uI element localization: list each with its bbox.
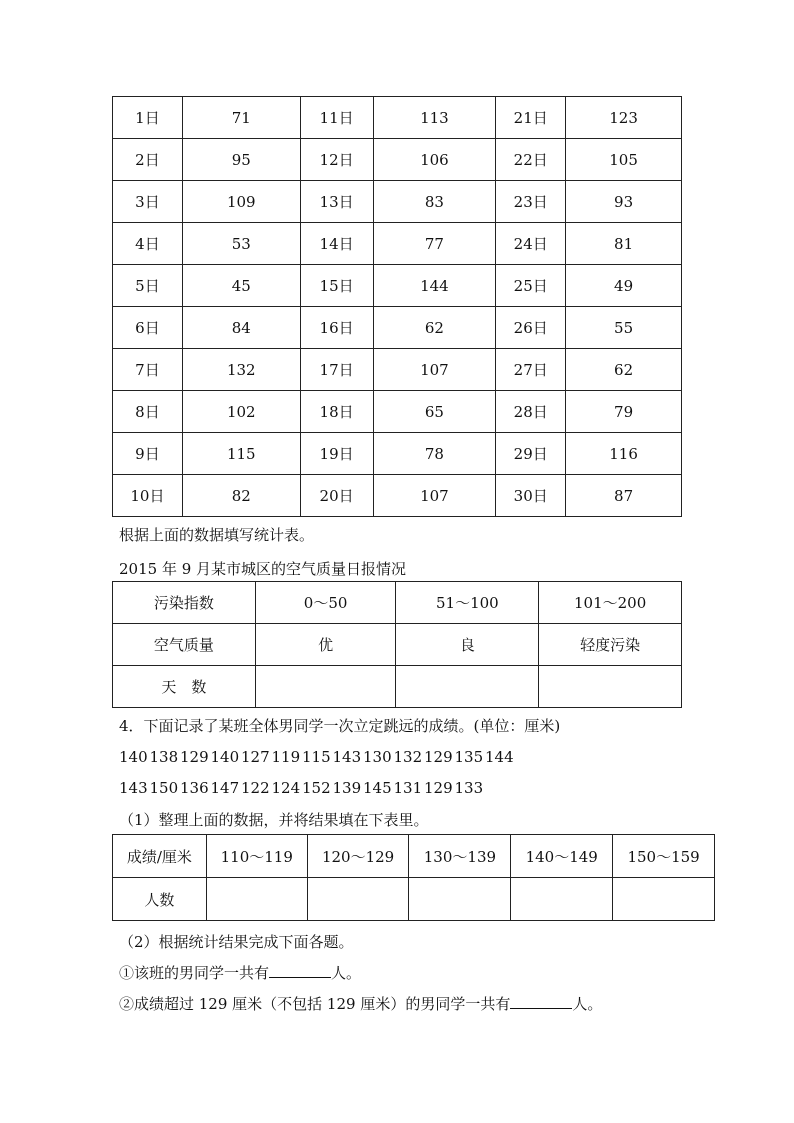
date-cell: 11日 xyxy=(300,97,373,139)
table-cell: 0～50 xyxy=(255,582,396,624)
table-row xyxy=(113,97,682,139)
table-cell: 轻度污染 xyxy=(539,624,682,666)
table-cell: 人数 xyxy=(113,878,207,921)
instruction-fill: 根据上面的数据填写统计表。 xyxy=(119,526,315,544)
date-cell: 26日 xyxy=(496,307,566,349)
aqi-value-cell: 77 xyxy=(373,223,496,265)
jump-score: 147 xyxy=(210,779,240,797)
table-cell: 130～139 xyxy=(409,835,511,878)
date-cell: 6日 xyxy=(113,307,183,349)
date-cell: 18日 xyxy=(300,391,373,433)
aqi-value-cell: 79 xyxy=(566,391,682,433)
aqi-value-cell: 55 xyxy=(566,307,682,349)
date-cell: 24日 xyxy=(496,223,566,265)
table-row xyxy=(113,433,682,475)
date-cell: 28日 xyxy=(496,391,566,433)
aq-table-title: 2015 年 9 月某市城区的空气质量日报情况 xyxy=(119,560,407,578)
table-row xyxy=(113,265,682,307)
air-quality-table xyxy=(112,581,682,708)
question-a-suffix: 人。 xyxy=(331,964,362,982)
date-cell: 16日 xyxy=(300,307,373,349)
jump-score-table xyxy=(112,834,715,921)
date-cell: 10日 xyxy=(113,475,183,517)
jump-score: 127 xyxy=(241,748,270,766)
jump-scores-line-2 xyxy=(119,779,485,797)
jump-score: 140 xyxy=(210,748,240,766)
aqi-value-cell: 62 xyxy=(566,349,682,391)
jump-score: 132 xyxy=(393,748,423,766)
date-cell: 29日 xyxy=(496,433,566,475)
table-cell: 120～129 xyxy=(307,835,409,878)
jump-score: 115 xyxy=(302,748,331,766)
jump-score: 138 xyxy=(149,748,179,766)
answer-cell[interactable] xyxy=(539,666,682,708)
aqi-value-cell: 78 xyxy=(373,433,496,475)
aqi-value-cell: 107 xyxy=(373,475,496,517)
sub-question-1: （1）整理上面的数据，并将结果填在下表里。 xyxy=(119,811,429,829)
jump-score: 150 xyxy=(149,779,179,797)
answer-cell[interactable] xyxy=(613,878,715,921)
date-cell: 2日 xyxy=(113,139,183,181)
jump-score: 133 xyxy=(454,779,484,797)
aqi-value-cell: 49 xyxy=(566,265,682,307)
date-cell: 13日 xyxy=(300,181,373,223)
jump-score: 124 xyxy=(271,779,301,797)
table-row xyxy=(113,666,682,708)
date-cell: 3日 xyxy=(113,181,183,223)
table-cell: 101～200 xyxy=(539,582,682,624)
aqi-value-cell: 71 xyxy=(182,97,300,139)
aqi-value-cell: 93 xyxy=(566,181,682,223)
table-cell: 优 xyxy=(255,624,396,666)
jump-score: 129 xyxy=(180,748,209,766)
aqi-value-cell: 65 xyxy=(373,391,496,433)
table-row xyxy=(113,878,715,921)
table-cell: 成绩/厘米 xyxy=(113,835,207,878)
table-row xyxy=(113,835,715,878)
table-cell: 110～119 xyxy=(206,835,307,878)
aqi-value-cell: 95 xyxy=(182,139,300,181)
jump-score: 136 xyxy=(180,779,209,797)
aqi-value-cell: 107 xyxy=(373,349,496,391)
question-a-prefix: ①该班的男同学一共有 xyxy=(119,964,270,982)
sub-question-2: （2）根据统计结果完成下面各题。 xyxy=(119,933,354,951)
date-cell: 25日 xyxy=(496,265,566,307)
aqi-value-cell: 109 xyxy=(182,181,300,223)
table-row xyxy=(113,475,682,517)
table-row xyxy=(113,181,682,223)
table-row xyxy=(113,391,682,433)
table-row xyxy=(113,349,682,391)
table-row xyxy=(113,624,682,666)
answer-cell[interactable] xyxy=(409,878,511,921)
date-cell: 19日 xyxy=(300,433,373,475)
answer-cell[interactable] xyxy=(307,878,409,921)
aqi-value-cell: 115 xyxy=(182,433,300,475)
date-cell: 5日 xyxy=(113,265,183,307)
jump-score: 144 xyxy=(485,748,514,766)
date-cell: 17日 xyxy=(300,349,373,391)
date-cell: 30日 xyxy=(496,475,566,517)
date-cell: 14日 xyxy=(300,223,373,265)
jump-score: 140 xyxy=(119,748,148,766)
table-row xyxy=(113,307,682,349)
table-row xyxy=(113,582,682,624)
answer-blank[interactable] xyxy=(269,963,331,978)
date-cell: 1日 xyxy=(113,97,183,139)
date-cell: 7日 xyxy=(113,349,183,391)
answer-cell[interactable] xyxy=(396,666,539,708)
daily-aqi-table xyxy=(112,96,682,517)
date-cell: 8日 xyxy=(113,391,183,433)
jump-score: 135 xyxy=(454,748,484,766)
aqi-value-cell: 123 xyxy=(566,97,682,139)
date-cell: 9日 xyxy=(113,433,183,475)
aqi-value-cell: 82 xyxy=(182,475,300,517)
aqi-value-cell: 113 xyxy=(373,97,496,139)
jump-score: 143 xyxy=(119,779,148,797)
aqi-value-cell: 81 xyxy=(566,223,682,265)
date-cell: 12日 xyxy=(300,139,373,181)
date-cell: 22日 xyxy=(496,139,566,181)
date-cell: 20日 xyxy=(300,475,373,517)
jump-score: 122 xyxy=(241,779,270,797)
answer-cell[interactable] xyxy=(511,878,613,921)
question-b-prefix: ②成绩超过 129 厘米（不包括 129 厘米）的男同学一共有 xyxy=(119,995,511,1013)
aqi-value-cell: 106 xyxy=(373,139,496,181)
question-4: 4．下面记录了某班全体男同学一次立定跳远的成绩。(单位：厘米) xyxy=(119,717,561,735)
aqi-value-cell: 105 xyxy=(566,139,682,181)
answer-cell[interactable] xyxy=(255,666,396,708)
table-row xyxy=(113,139,682,181)
table-row xyxy=(113,223,682,265)
table-cell: 良 xyxy=(396,624,539,666)
aqi-value-cell: 84 xyxy=(182,307,300,349)
date-cell: 27日 xyxy=(496,349,566,391)
aqi-value-cell: 144 xyxy=(373,265,496,307)
jump-score: 145 xyxy=(363,779,392,797)
jump-score: 130 xyxy=(363,748,392,766)
answer-cell[interactable] xyxy=(206,878,307,921)
aqi-value-cell: 116 xyxy=(566,433,682,475)
table-cell: 污染指数 xyxy=(113,582,256,624)
table-cell: 空气质量 xyxy=(113,624,256,666)
aqi-value-cell: 62 xyxy=(373,307,496,349)
answer-blank[interactable] xyxy=(510,994,572,1009)
table-cell: 51～100 xyxy=(396,582,539,624)
jump-score: 129 xyxy=(424,748,453,766)
aqi-value-cell: 83 xyxy=(373,181,496,223)
table-cell: 天 数 xyxy=(113,666,256,708)
date-cell: 4日 xyxy=(113,223,183,265)
aqi-value-cell: 45 xyxy=(182,265,300,307)
table-cell: 140～149 xyxy=(511,835,613,878)
date-cell: 21日 xyxy=(496,97,566,139)
jump-score: 143 xyxy=(332,748,362,766)
jump-score: 129 xyxy=(424,779,453,797)
jump-score: 131 xyxy=(393,779,423,797)
table-cell: 150～159 xyxy=(613,835,715,878)
aqi-value-cell: 102 xyxy=(182,391,300,433)
jump-score: 119 xyxy=(271,748,301,766)
question-b xyxy=(119,993,602,1014)
question-a xyxy=(119,962,361,983)
jump-score: 152 xyxy=(302,779,331,797)
date-cell: 23日 xyxy=(496,181,566,223)
jump-score: 139 xyxy=(332,779,362,797)
jump-scores-line-1 xyxy=(119,748,516,766)
aqi-value-cell: 87 xyxy=(566,475,682,517)
aqi-value-cell: 53 xyxy=(182,223,300,265)
date-cell: 15日 xyxy=(300,265,373,307)
question-b-suffix: 人。 xyxy=(572,995,603,1013)
aqi-value-cell: 132 xyxy=(182,349,300,391)
